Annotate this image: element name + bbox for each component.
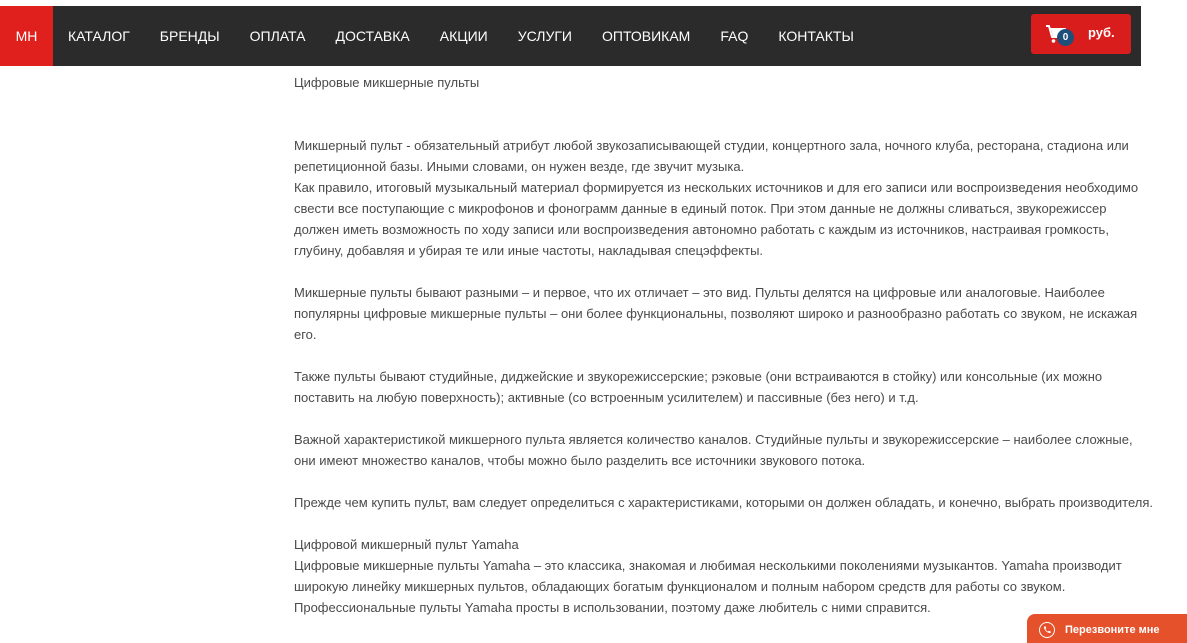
nav-item-contacts[interactable]: КОНТАКТЫ	[778, 28, 854, 44]
nav-item-promotions[interactable]: АКЦИИ	[439, 28, 488, 44]
nav-home-link[interactable]: МН	[0, 6, 53, 66]
cart-total-currency: руб.	[1088, 25, 1115, 40]
nav-item-payment[interactable]: ОПЛАТА	[249, 28, 306, 44]
nav-item-services[interactable]: УСЛУГИ	[517, 28, 572, 44]
article-paragraph: Микшерные пульты бывают разными – и первое, что их отличает – это вид. Пульты делятся на цифровые или аналоговые. Наиболее популярны цифровые микшерные пульты – они более функциональны, позволяют широко и разнообразно работать со звуком, не искажая его.	[294, 285, 1138, 342]
cart-count-badge: 0	[1057, 29, 1074, 46]
article-paragraph: Важной характеристикой микшерного пульта является количество каналов. Студийные пульты и звукорежиссерские – наиболее сложные, они имеют множество каналов, чтобы можно было разделить все источники звукового потока.	[294, 432, 1133, 468]
nav-item-catalog[interactable]: КАТАЛОГ	[68, 28, 130, 44]
nav-right-blank	[1141, 6, 1187, 66]
article-paragraph: Как правило, итоговый музыкальный материал формируется из нескольких источников и для его записи или воспроизведения необходимо свести все поступающие с микрофонов и фонограмм данные в единый поток. При этом данные не должны сливаться, звукорежиссер должен иметь возможность по ходу записи или воспроизведения автономно работать с каждым из источников, настраивая громкость, глубину, добавляя и убирая те или иные частоты, накладывая спецэффекты.	[294, 180, 1139, 258]
nav-menu	[53, 6, 869, 66]
callback-label: Перезвоните мне	[1065, 624, 1160, 636]
article-paragraph: Прежде чем купить пульт, вам следует определиться с характеристиками, которыми он должен обладать, и конечно, выбрать производителя.	[294, 495, 1154, 510]
article-content	[294, 72, 1154, 618]
nav-item-wholesale[interactable]: ОПТОВИКАМ	[602, 28, 691, 44]
top-navbar	[0, 6, 1141, 66]
nav-item-delivery[interactable]: ДОСТАВКА	[335, 28, 410, 44]
article-subheading: Цифровой микшерный пульт Yamaha	[294, 537, 519, 552]
article-paragraph: Цифровые микшерные пульты Yamaha – это классика, знакомая и любимая несколькими поколениями музыкантов. Yamaha производит широкую линейку микшерных пультов, обладающих богатым функционалом и полным набором средств для работы со звуком. Профессиональные пульты Yamaha просты в использовании, поэтому даже любитель с ними справится.	[294, 558, 1122, 615]
cart-button[interactable]	[1031, 14, 1131, 54]
phone-icon	[1039, 622, 1055, 638]
article-paragraph: Также пульты бывают студийные, диджейские и звукорежиссерские; рэковые (они встраиваются в стойку) или консольные (их можно поставить на любую поверхность); активные (со встроенным усилителем) и пассивные (без него) и т.д.	[294, 369, 1103, 405]
nav-item-faq[interactable]: FAQ	[720, 28, 749, 44]
callback-button[interactable]	[1027, 614, 1187, 643]
article-paragraph: Микшерный пульт - обязательный атрибут любой звукозаписывающей студии, концертного зала, ночного клуба, ресторана, стадиона или репетиционной базы. Иными словами, он нужен везде, где звучит музыка.	[294, 138, 1129, 174]
nav-item-brands[interactable]: БРЕНДЫ	[159, 28, 220, 44]
article-title: Цифровые микшерные пульты	[294, 75, 480, 90]
